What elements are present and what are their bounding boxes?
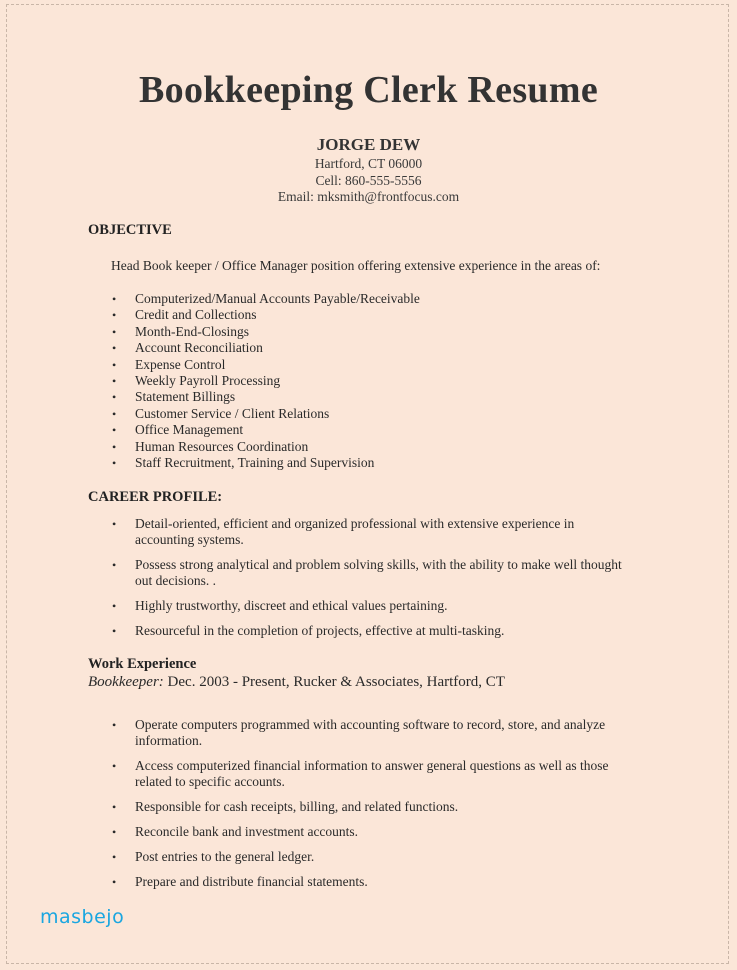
bullet-icon: •	[112, 850, 117, 864]
job-role: Bookkeeper:	[88, 674, 164, 690]
list-item: • Credit and Collections	[112, 307, 257, 323]
list-item: • Computerized/Manual Accounts Payable/Receivable	[112, 291, 420, 306]
list-item: • Human Resources Coordination	[112, 438, 309, 454]
bullet-icon: •	[112, 624, 117, 638]
list-item: • Highly trustworthy, discreet and ethical values pertaining.	[112, 598, 448, 613]
list-item: • Month-End-Closings	[112, 323, 250, 339]
bullet-icon: •	[112, 374, 117, 389]
bullet-icon: •	[112, 825, 117, 839]
contact-cell: Cell: 860-555-5556	[315, 172, 422, 188]
bullet-icon: •	[112, 558, 117, 572]
list-item: • Account Reconciliation	[112, 340, 263, 356]
bullet-icon: •	[112, 341, 117, 356]
list-item: • Possess strong analytical and problem solving skills, with the ability to make well thought out decisions. .	[112, 557, 622, 588]
work-heading: Work Experience	[88, 656, 197, 672]
list-item: • Post entries to the general ledger.	[112, 849, 315, 864]
bullet-icon: •	[112, 456, 117, 471]
list-item: • Weekly Payroll Processing	[112, 373, 281, 389]
bullet-icon: •	[112, 718, 117, 732]
bullet-icon: •	[112, 517, 117, 531]
bullet-icon: •	[112, 759, 117, 773]
contact-block	[0, 135, 737, 206]
bullet-icon: •	[112, 875, 117, 889]
list-item: • Customer Service / Client Relations	[112, 405, 330, 421]
list-item: • Resourceful in the completion of projects, effective at multi-tasking.	[112, 623, 505, 638]
list-item: • Office Management	[112, 422, 244, 438]
objective-intro: Head Book keeper / Office Manager position offering extensive experience in the areas of:	[111, 258, 601, 273]
job-period: Dec. 2003 - Present, Rucker & Associates, Hartford, CT	[163, 674, 505, 690]
bullet-icon: •	[112, 599, 117, 613]
bullet-icon: •	[112, 390, 117, 405]
job-title-line	[88, 674, 505, 691]
contact-location: Hartford, CT 06000	[314, 156, 423, 171]
list-item: • Access computerized financial information to answer general questions as well as those related to specific accounts.	[112, 758, 609, 789]
bullet-icon: •	[112, 439, 117, 454]
bullet-icon: •	[112, 324, 117, 339]
work-list	[0, 717, 737, 899]
watermark: masbejo	[40, 906, 125, 928]
career-heading: CAREER PROFILE:	[88, 489, 223, 505]
bullet-icon: •	[112, 292, 117, 306]
bullet-icon: •	[112, 800, 117, 814]
bullet-icon: •	[112, 308, 117, 323]
list-item: • Responsible for cash receipts, billing, and related functions.	[112, 799, 459, 814]
list-item: • Expense Control	[112, 356, 226, 372]
list-item: • Staff Recruitment, Training and Supervision	[112, 455, 375, 471]
career-list	[0, 516, 737, 648]
bullet-icon: •	[112, 406, 117, 421]
bullet-icon: •	[112, 357, 117, 372]
contact-email: Email: mksmith@frontfocus.com	[277, 189, 460, 204]
bullet-icon: •	[112, 423, 117, 438]
list-item: • Detail-oriented, efficient and organized professional with extensive experience in accounting systems.	[112, 516, 575, 547]
list-item: • Statement Billings	[112, 389, 236, 405]
list-item: • Reconcile bank and investment accounts.	[112, 824, 359, 839]
page-title: Bookkeeping Clerk Resume	[139, 69, 598, 111]
list-item: • Operate computers programmed with accounting software to record, store, and analyze information.	[112, 717, 606, 748]
candidate-name: JORGE DEW	[316, 135, 421, 154]
objective-heading: OBJECTIVE	[88, 222, 172, 238]
list-item: • Prepare and distribute financial statements.	[112, 874, 368, 889]
objective-list	[0, 291, 737, 471]
